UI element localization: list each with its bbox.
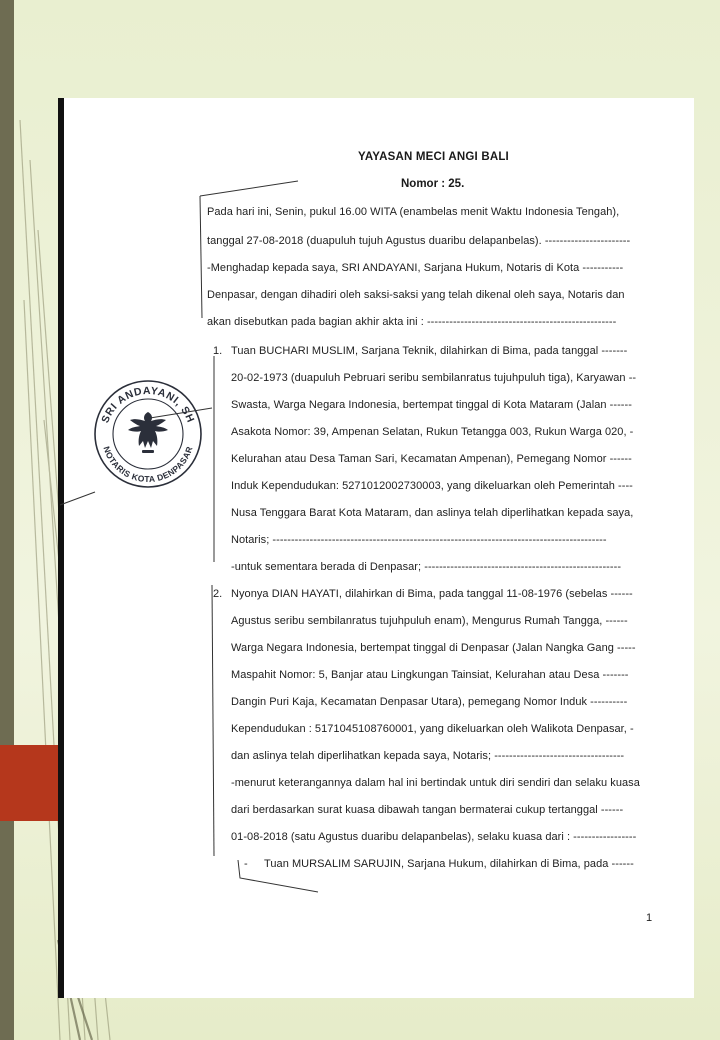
item-2-line-10: 01-08-2018 (satu Agustus duaribu delapanbelas), selaku kuasa dari : -----------------: [231, 831, 637, 843]
intro-line-1: Pada hari ini, Senin, pukul 16.00 WITA (enambelas menit Waktu Indonesia Tengah),: [207, 206, 620, 218]
item-2-number: 2.: [213, 588, 223, 600]
item-2-line-7: dan aslinya telah diperlihatkan kepada saya, Notaris; -----------------------------------: [231, 750, 625, 762]
document-number: Nomor : 25.: [401, 178, 465, 190]
stamp-top-text: SRI ANDAYANI, SH: [99, 384, 197, 425]
item-2-line-9: dari berdasarkan surat kuasa dibawah tangan bermaterai cukup tertanggal ------: [231, 804, 624, 816]
left-accent-bar: [0, 0, 14, 1040]
item-1-line-5: Kelurahan atau Desa Taman Sari, Kecamatan Ampenan), Pemegang Nomor ------: [231, 453, 632, 465]
red-accent-block: [0, 745, 58, 821]
item-1-line-3: Swasta, Warga Negara Indonesia, bertempat tinggal di Kota Mataram (Jalan ------: [231, 399, 632, 411]
item-1-number: 1.: [213, 345, 223, 357]
item-1-line-8: Notaris; ------------------------------------------------------------------------------------------: [231, 534, 607, 546]
item-1-line-6: Induk Kependudukan: 5271012002730003, yang dikeluarkan oleh Pemerintah ----: [231, 480, 633, 492]
item-2-line-2: Agustus seribu sembilanratus tujuhpuluh enam), Mengurus Rumah Tangga, ------: [231, 615, 628, 627]
sub-item-bullet: -: [244, 858, 248, 870]
item-2-line-4: Maspahit Nomor: 5, Banjar atau Lingkungan Tainsiat, Kelurahan atau Desa -------: [231, 669, 629, 681]
item-1-line-9: -untuk sementara berada di Denpasar; -----------------------------------------------------: [231, 561, 622, 573]
intro-line-3: -Menghadap kepada saya, SRI ANDAYANI, Sarjana Hukum, Notaris di Kota -----------: [207, 262, 624, 274]
garuda-emblem-icon: [128, 412, 168, 453]
intro-line-2: tanggal 27-08-2018 (duapuluh tujuh Agustus duaribu delapanbelas). -----------------------: [207, 235, 631, 247]
item-2-line-1: Nyonya DIAN HAYATI, dilahirkan di Bima, pada tanggal 11-08-1976 (sebelas ------: [231, 588, 633, 600]
item-2-line-5: Dangin Puri Kaja, Kecamatan Denpasar Utara), pemegang Nomor Induk ----------: [231, 696, 628, 708]
item-1-line-2: 20-02-1973 (duapuluh Pebruari seribu sembilanratus tujuhpuluh tiga), Karyawan --: [231, 372, 637, 384]
notary-stamp: [92, 378, 204, 490]
item-2-line-3: Warga Negara Indonesia, bertempat tinggal di Denpasar (Jalan Nangka Gang -----: [231, 642, 636, 654]
stamp-bottom-text: NOTARIS KOTA DENPASAR: [101, 444, 195, 485]
sub-item-line: Tuan MURSALIM SARUJIN, Sarjana Hukum, dilahirkan di Bima, pada ------: [264, 858, 634, 870]
item-1-line-4: Asakota Nomor: 39, Ampenan Selatan, Rukun Tetangga 003, Rukun Warga 020, -: [231, 426, 634, 438]
item-1-line-7: Nusa Tenggara Barat Kota Mataram, dan aslinya telah diperlihatkan kepada saya,: [231, 507, 634, 519]
item-1-line-1: Tuan BUCHARI MUSLIM, Sarjana Teknik, dilahirkan di Bima, pada tanggal -------: [231, 345, 628, 357]
document-title: YAYASAN MECI ANGI BALI: [358, 151, 509, 163]
page-number: 1: [646, 912, 653, 924]
item-2-line-6: Kependudukan : 5171045108760001, yang dikeluarkan oleh Walikota Denpasar, -: [231, 723, 634, 735]
intro-line-4: Denpasar, dengan dihadiri oleh saksi-saksi yang telah dikenal oleh saya, Notaris dan: [207, 289, 625, 301]
intro-line-5: akan disebutkan pada bagian akhir akta ini : ---------------------------------------------------: [207, 316, 617, 328]
item-2-line-8: -menurut keterangannya dalam hal ini bertindak untuk diri sendiri dan selaku kuasa: [231, 777, 640, 789]
